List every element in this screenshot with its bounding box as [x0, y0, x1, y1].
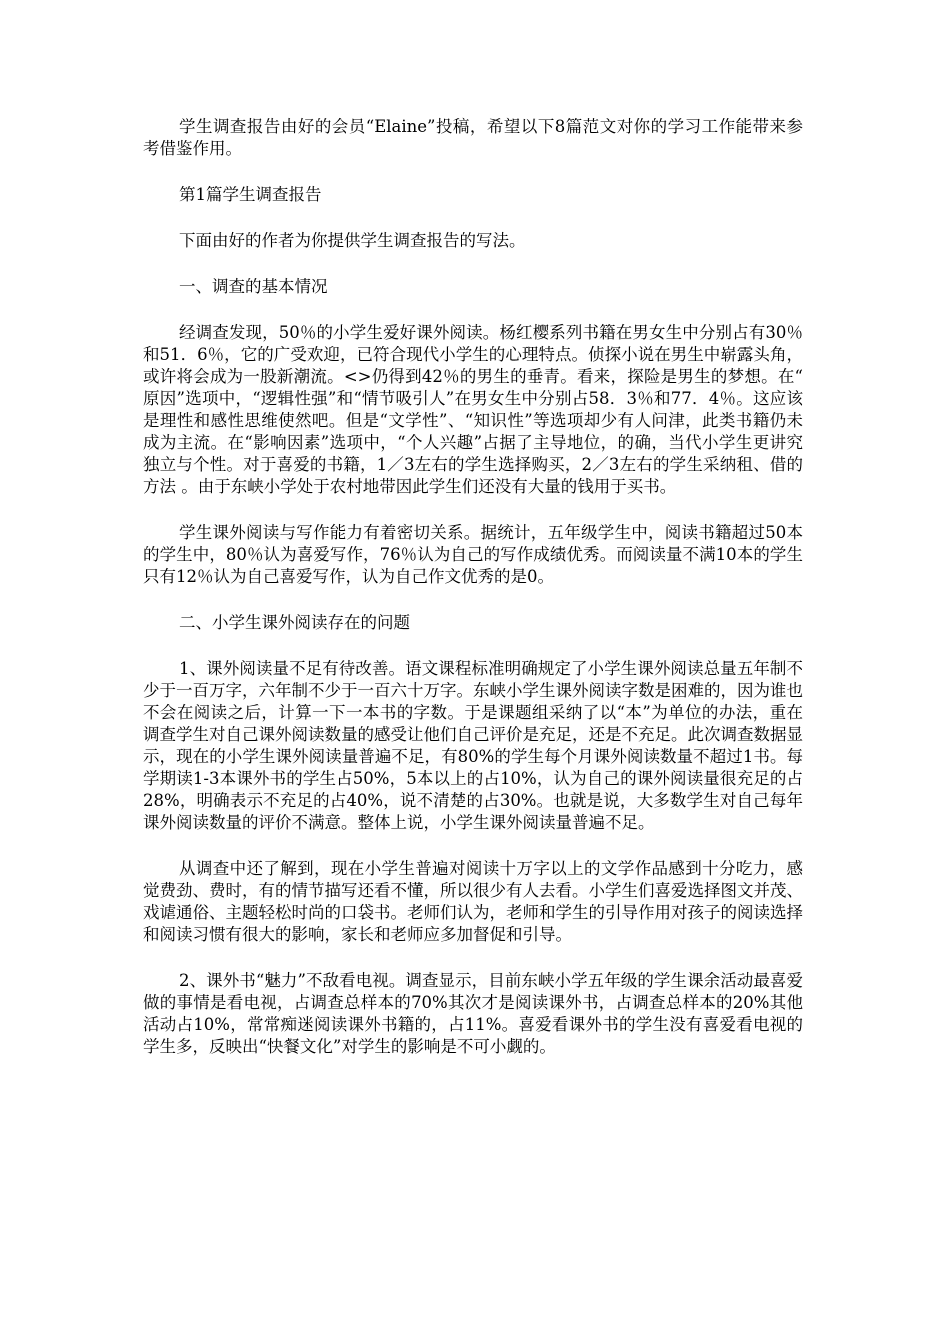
- paragraph: 经调查发现，50％的小学生爱好课外阅读。杨红樱系列书籍在男女生中分别占有30％和51．6％，它的广受欢迎，已符合现代小学生的心理特点。侦探小说在男生中崭露头角，或许将会成为一股新潮流。<>仍得到42％的男生的垂青。看来，探险是男生的梦想。在“原因”选项中，“逻辑性强”和“情节吸引人”在男女生中分别占58．3％和77．4％。这应该是理性和感性思维使然吧。但是“文学性”、“知识性”等选项却少有人问津，此类书籍仍未成为主流。在“影响因素”选项中，“个人兴趣”占据了主导地位，的确，当代小学生更讲究独立与个性。对于喜爱的书籍，1／3左右的学生选择购买，2／3左右的学生采纳租、借的方法 。由于东峡小学处于农村地带因此学生们还没有大量的钱用于买书。: [143, 323, 803, 496]
- paragraph: 1、课外阅读量不足有待改善。语文课程标准明确规定了小学生课外阅读总量五年制不少于一百万字，六年制不少于一百六十万字。东峡小学生课外阅读字数是困难的，因为谁也不会在阅读之后，计算一下一本书的字数。于是课题组采纳了以“本”为单位的办法，重在调查学生对自己课外阅读数量的感受让他们自己评价是充足，还是不充足。此次调查数据显示，现在的小学生课外阅读量普遍不足，有80%的学生每个月课外阅读数量不超过1书。每学期读1-3本课外书的学生占50%，5本以上的占10%，认为自己的课外阅读量很充足的占28%，明确表示不充足的占40%，说不清楚的占30%。也就是说，大多数学生对自己每年课外阅读数量的评价不满意。整体上说，小学生课外阅读量普遍不足。: [143, 659, 803, 832]
- section-title: 第1篇学生调查报告: [179, 185, 322, 204]
- paragraph: 下面由好的作者为你提供学生调查报告的写法。: [179, 231, 526, 250]
- heading-basic-situation: 一、调查的基本情况: [179, 277, 328, 296]
- document-body: [143, 116, 803, 1082]
- paragraph: 从调查中还了解到，现在小学生普遍对阅读十万字以上的文学作品感到十分吃力，感觉费劲、费时，有的情节描写还看不懂，所以很少有人去看。小学生们喜爱选择图文并茂、戏谑通俗、主题轻松时尚的口袋书。老师们认为，老师和学生的引导作用对孩子的阅读选择和阅读习惯有很大的影响，家长和老师应多加督促和引导。: [143, 859, 803, 944]
- intro-paragraph: 学生调查报告由好的会员“Elaine”投稿，希望以下8篇范文对你的学习工作能带来参考借鉴作用。: [143, 117, 803, 158]
- paragraph: 学生课外阅读与写作能力有着密切关系。据统计，五年级学生中，阅读书籍超过50本的学生中，80％认为喜爱写作，76％认为自己的写作成绩优秀。而阅读量不满10本的学生只有12％认为自己喜爱写作，认为自己作文优秀的是0。: [143, 523, 803, 586]
- heading-problems: 二、小学生课外阅读存在的问题: [179, 613, 410, 632]
- paragraph: 2、课外书“魅力”不敌看电视。调查显示，目前东峡小学五年级的学生课余活动最喜爱做的事情是看电视，占调查总样本的70%其次才是阅读课外书，占调查总样本的20%其他活动占10%，常常痴迷阅读课外书籍的，占11%。喜爱看课外书的学生没有喜爱看电视的学生多，反映出“快餐文化”对学生的影响是不可小觑的。: [143, 971, 803, 1056]
